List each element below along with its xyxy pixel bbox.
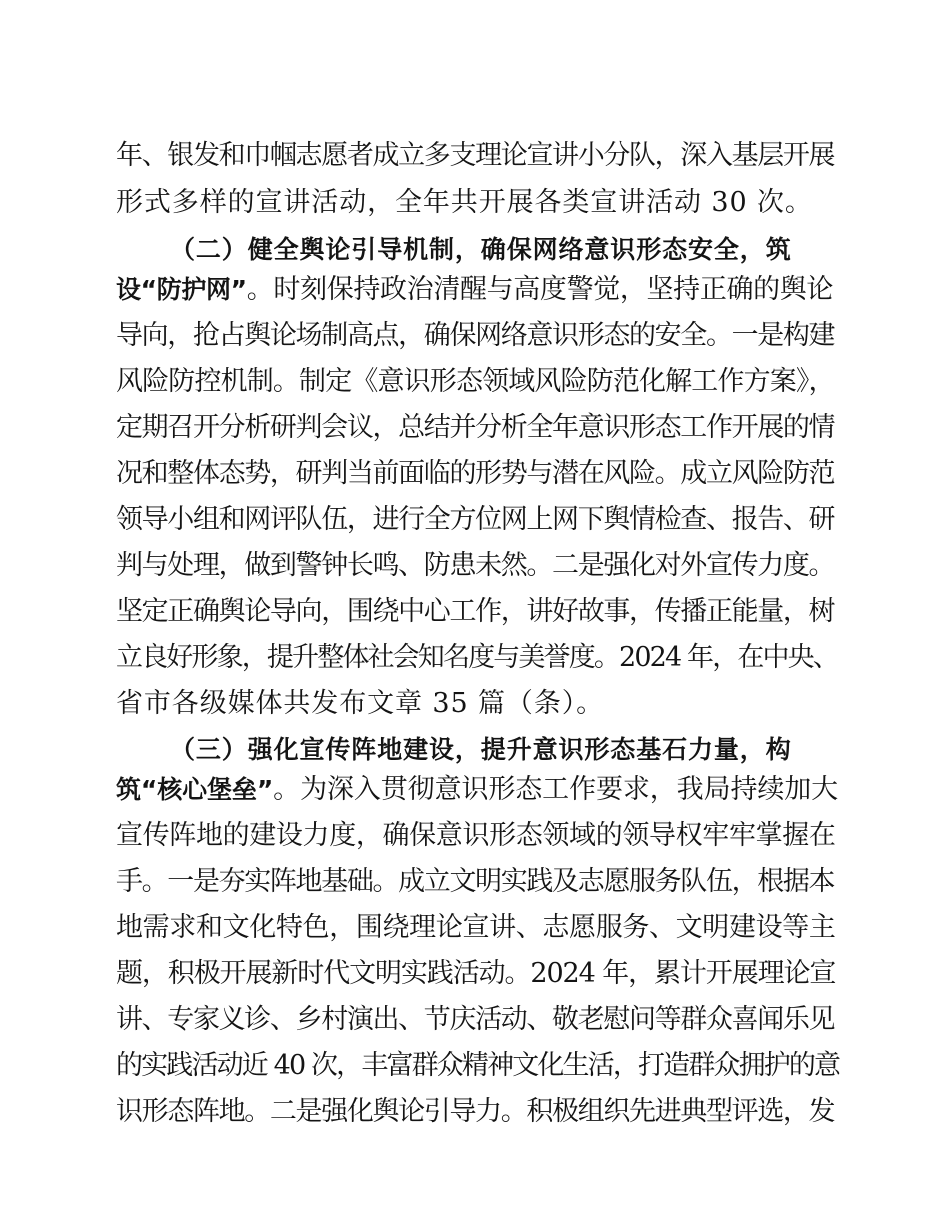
paragraph-line: 领导小组和网评队伍，进行全方位网上网下舆情检查、报告、研 [116, 504, 835, 535]
paragraph-line: 导向，抢占舆论场制高点，确保网络意识形态的安全。一是构建 [116, 320, 835, 351]
paragraph-line: 手。一是夯实阵地基础。成立文明实践及志愿服务队伍，根据本 [116, 866, 835, 897]
paragraph-line: 坚定正确舆论导向，围绕中心工作，讲好故事，传播正能量，树 [116, 596, 835, 627]
paragraph-line: 年、银发和巾帼志愿者成立多支理论宣讲小分队，深入基层开展 [116, 140, 835, 171]
paragraph-text: 。为深入贯彻意识形态工作要求，我局持续加大 [273, 774, 839, 805]
paragraph-line: 的实践活动近 40 次，丰富群众精神文化生活，打造群众拥护的意 [116, 1050, 840, 1081]
paragraph-line: 讲、专家义诊、乡村演出、节庆活动、敬老慰问等群众喜闻乐见 [116, 1004, 835, 1035]
section-heading-3-continuation [116, 770, 838, 810]
paragraph-line: 形式多样的宣讲活动，全年共开展各类宣讲活动 30 次。 [116, 187, 813, 218]
paragraph-line: 判与处理，做到警钟长鸣、防患未然。二是强化对外宣传力度。 [116, 550, 835, 581]
section-heading-2: （二）健全舆论引导机制，确保网络意识形态安全，筑 [170, 235, 792, 264]
paragraph-line: 题，积极开展新时代文明实践活动。2024 年，累计开展理论宣 [116, 958, 836, 989]
paragraph-line: 定期召开分析研判会议，总结并分析全年意识形态工作开展的情 [116, 412, 835, 443]
section-heading-3: （三）强化宣传阵地建设，提升意识形态基石力量，构 [170, 735, 792, 764]
section-heading-2-tail: 设“防护网” [116, 275, 247, 304]
paragraph-line: 识形态阵地。二是强化舆论引导力。积极组织先进典型评选，发 [116, 1096, 835, 1127]
section-heading-3-tail: 筑“核心堡垒” [116, 775, 274, 804]
paragraph-text: 。时刻保持政治清醒与高度警觉，坚持正确的舆论 [246, 274, 834, 305]
paragraph-line: 立良好形象，提升整体社会知名度与美誉度。2024 年，在中央、 [116, 642, 838, 673]
paragraph-line: 地需求和文化特色，围绕理论宣讲、志愿服务、文明建设等主 [116, 912, 836, 943]
paragraph-line: 宣传阵地的建设力度，确保意识形态领域的领导权牢牢掌握在 [116, 820, 836, 851]
paragraph-line: 省市各级媒体共发布文章 35 篇（条）。 [116, 688, 605, 719]
paragraph-line: 况和整体态势，研判当前面临的形势与潜在风险。成立风险防范 [116, 458, 835, 489]
section-heading-2-continuation [116, 270, 833, 310]
paragraph-line: 风险防控机制。制定《意识形态领域风险防范化解工作方案》， [116, 366, 835, 397]
